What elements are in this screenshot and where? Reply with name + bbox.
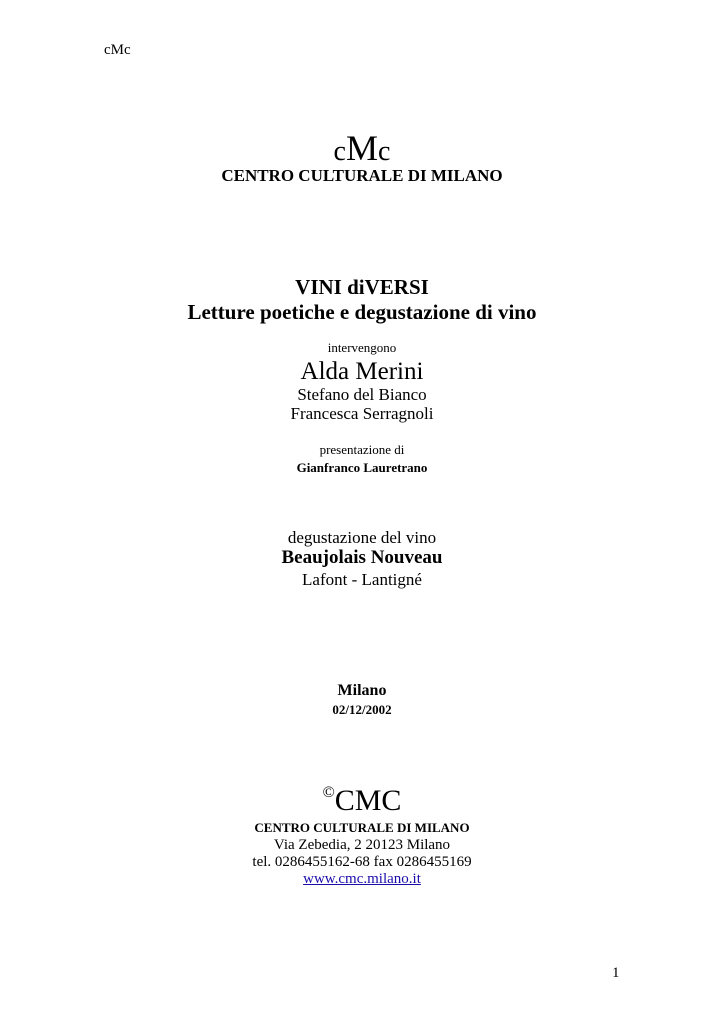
footer-address: Via Zebedia, 2 20123 Milano xyxy=(273,837,451,853)
page-number: 1 xyxy=(612,965,620,981)
wine-name: Beaujolais Nouveau xyxy=(281,547,443,568)
footer-website-row xyxy=(0,871,724,888)
copyright-symbol: © xyxy=(322,784,335,801)
tasting-intro: degustazione del vino xyxy=(287,528,437,547)
main-speaker: Alda Merini xyxy=(300,358,424,385)
footer-org: CENTRO CULTURALE DI MILANO xyxy=(254,820,470,835)
logo-letter-c: c xyxy=(378,136,391,167)
logo-letter-c: c xyxy=(333,136,346,167)
wine-producer: Lafont - Lantigné xyxy=(302,570,422,589)
presenter-intro: presentazione di xyxy=(319,442,405,457)
event-subtitle: Letture poetiche e degustazione di vino xyxy=(187,300,537,324)
date: 02/12/2002 xyxy=(332,702,392,717)
speakers-intro: intervengono xyxy=(327,340,397,355)
footer-contacts: tel. 0286455162-68 fax 0286455169 xyxy=(252,854,472,870)
brand-name: CMC xyxy=(334,784,402,817)
footer-brand xyxy=(0,781,724,821)
city: Milano xyxy=(337,682,387,699)
speaker-name: Francesca Serragnoli xyxy=(290,404,434,423)
logo-subtitle: CENTRO CULTURALE DI MILANO xyxy=(221,166,503,185)
speaker-name: Stefano del Bianco xyxy=(297,385,427,404)
website-link[interactable]: www.cmc.milano.it xyxy=(303,871,421,887)
logo-letter-m: M xyxy=(345,128,378,168)
presenter-name: Gianfranco Lauretrano xyxy=(296,460,428,475)
event-title: VINI diVERSI xyxy=(295,275,429,299)
running-header: cMc xyxy=(104,42,131,58)
